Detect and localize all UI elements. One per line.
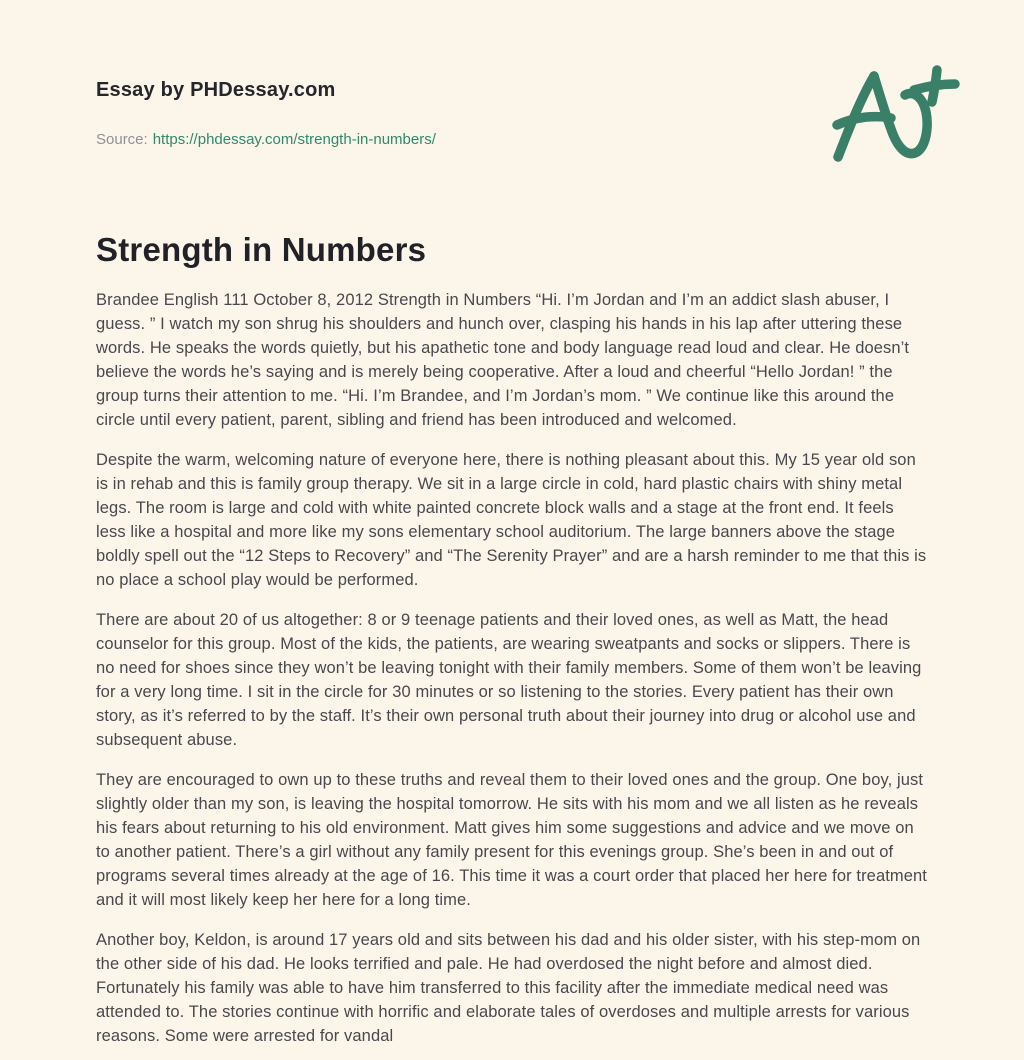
essay-paragraph-2: Despite the warm, welcoming nature of everyone here, there is nothing pleasant about this. My 15 year old son is in rehab and this is family group therapy. We sit in a large circle in cold, hard plastic chairs with shiny metal legs. The room is large and cold with white painted concrete block walls and a stage at the front end. It feels less like a hospital and more like my sons elementary school auditorium. The large banners above the stage boldly spell out the “12 Steps to Recovery” and “The Serenity Prayer” and are a harsh reminder to me that this is no place a school play would be performed. [96, 451, 927, 589]
essay-paragraph-3: There are about 20 of us altogether: 8 or 9 teenage patients and their loved ones, as well as Matt, the head counselor for this group. Most of the kids, the patients, are wearing sweatpants and socks or slippers. There is no need for shoes since they won’t be leaving tonight with their family members. Some of them won’t be leaving for a very long time. I sit in the circle for 30 minutes or so listening to the stories. Every patient has their own story, as it’s referred to by the staff. It’s their own personal truth about their journey into drug or alcohol use and subsequent abuse. [96, 611, 922, 749]
source-line [96, 130, 928, 150]
byline-heading: Essay by PHDessay.com [96, 79, 336, 101]
essay-paragraph-4: They are encouraged to own up to these truths and reveal them to their loved ones and the group. One boy, just slightly older than my son, is leaving the hospital tomorrow. He sits with his mom and we all listen as he reveals his fears about returning to his old environment. Matt gives him some suggestions and advice and we move on to another patient. There’s a girl without any family present for this evenings group. She’s been in and out of programs several times already at the age of 16. This time it was a court order that placed her here for treatment and it will most likely keep her here for a long time. [96, 771, 927, 909]
essay-title: Strength in Numbers [96, 231, 427, 268]
source-label: Source: [96, 131, 148, 148]
essay-body [96, 288, 928, 1048]
essay-paragraph-5: Another boy, Keldon, is around 17 years old and sits between his dad and his older sister, with his step-mom on the other side of his dad. He looks terrified and pale. He had overdosed the night before and almost died. Fortunately his family was able to have him transferred to this facility after the immediate medical need was attended to. The stories continue with horrific and elaborate tales of overdoses and multiple arrests for various reasons. Some were arrested for vandal [96, 931, 921, 1045]
phdessay-a-plus-logo-icon [832, 64, 960, 166]
essay-paragraph-1: Brandee English 111 October 8, 2012 Strength in Numbers “Hi. I’m Jordan and I’m an addict slash abuser, I guess. ” I watch my son shrug his shoulders and hunch over, clasping his hands in his lap after uttering these words. He speaks the words quietly, but his apathetic tone and body language read loud and clear. He doesn’t believe the words he’s saying and is merely being cooperative. After a loud and cheerful “Hello Jordan! ” the group turns their attention to me. “Hi. I’m Brandee, and I’m Jordan’s mom. ” We continue like this around the circle until every patient, parent, sibling and friend has been introduced and welcomed. [96, 291, 910, 429]
source-link[interactable]: https://phdessay.com/strength-in-numbers/ [152, 131, 436, 148]
